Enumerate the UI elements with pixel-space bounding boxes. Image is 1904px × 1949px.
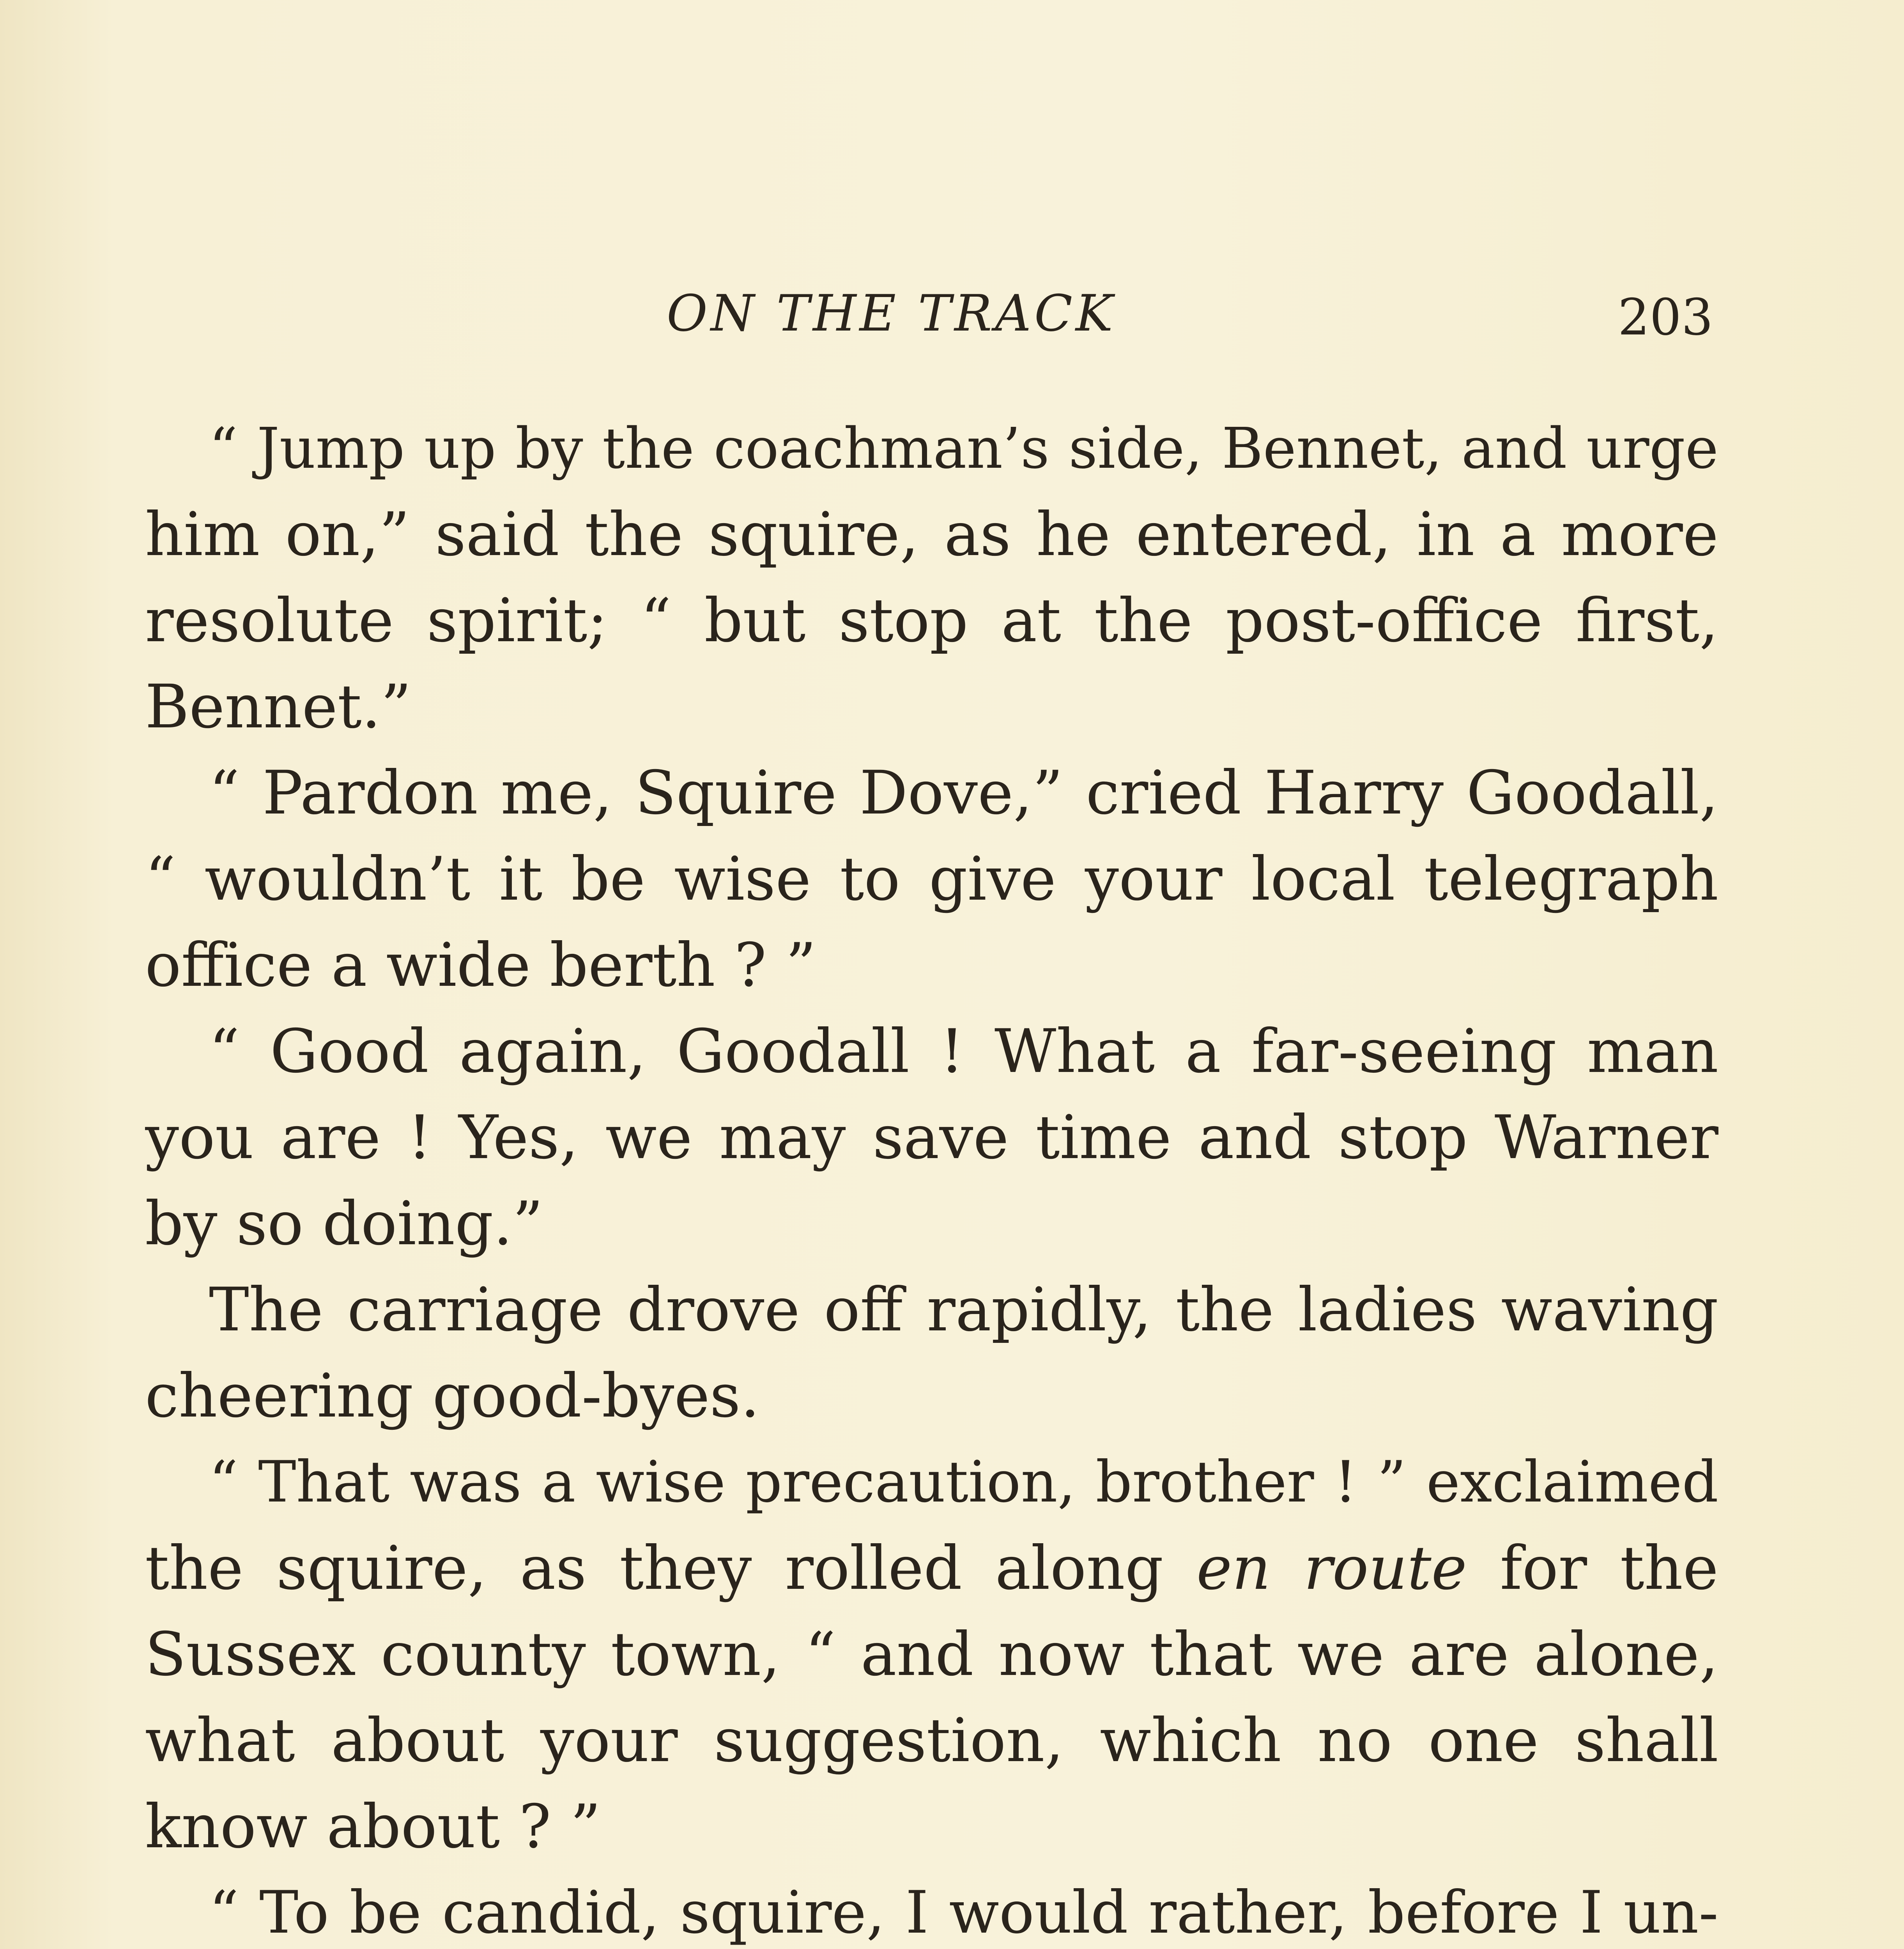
text-line: by so doing.” xyxy=(145,1189,543,1259)
text-line: “ Good again, Goodall ! What a far-seeing man xyxy=(209,1017,1718,1086)
text-line: “ To be candid, squire, I would rather, before I un- xyxy=(209,1879,1718,1947)
text-line: “ That was a wise precaution, brother ! ” exclaimed xyxy=(209,1449,1718,1515)
running-title: ON THE TRACK xyxy=(667,285,1116,343)
text-line: him on,” said the squire, as he entered, in a more xyxy=(145,500,1718,569)
text-segment: for the xyxy=(1467,1533,1718,1603)
text-line: office a wide berth ? ” xyxy=(145,930,816,1000)
text-line: Sussex county town, “ and now that we are alone, xyxy=(145,1620,1718,1689)
running-head xyxy=(0,283,1904,345)
text-line: “ wouldn’t it be wise to give your local telegraph xyxy=(145,844,1718,914)
text-line: Bennet.” xyxy=(145,672,412,742)
page-number: 203 xyxy=(1618,288,1713,347)
text-line: “ Jump up by the coachman’s side, Bennet, and urge xyxy=(209,416,1718,481)
text-segment: the squire, as they rolled along xyxy=(145,1533,1197,1603)
text-line: know about ? ” xyxy=(145,1792,601,1862)
text-line: cheering good-byes. xyxy=(145,1361,760,1431)
text-line: The carriage drove off rapidly, the ladies waving xyxy=(209,1275,1718,1345)
text-line xyxy=(145,1525,1718,1611)
text-line: “ Pardon me, Squire Dove,” cried Harry Goodall, xyxy=(209,758,1718,828)
text-line: resolute spirit; “ but stop at the post-office first, xyxy=(145,586,1718,656)
italic-phrase: en route xyxy=(1196,1533,1467,1603)
body-text xyxy=(145,405,1718,1949)
text-line: you are ! Yes, we may save time and stop Warner xyxy=(145,1103,1718,1173)
text-line: what about your suggestion, which no one shall xyxy=(145,1706,1718,1776)
